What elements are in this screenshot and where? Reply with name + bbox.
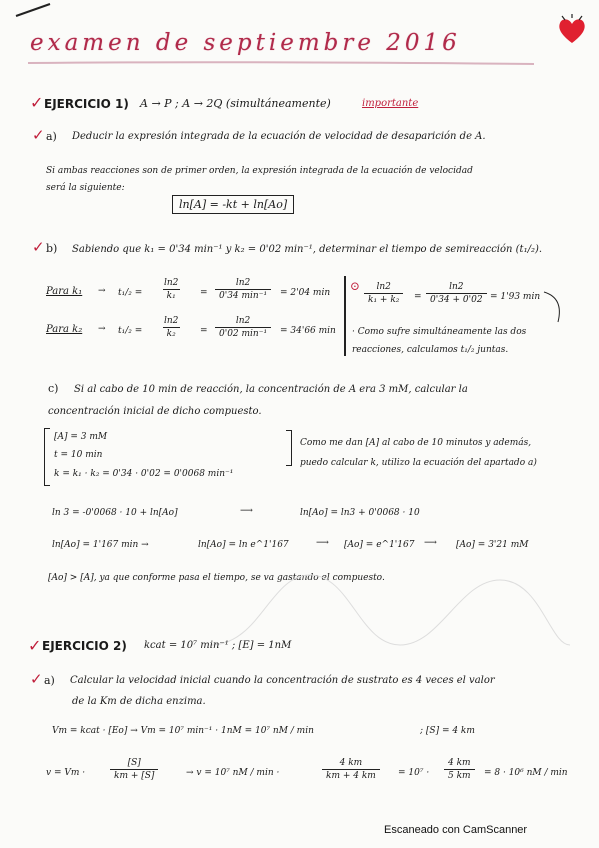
ex1-b-frac2 xyxy=(215,278,271,301)
check-icon: ✓ xyxy=(28,636,42,655)
ex1-b-frac3 xyxy=(160,316,182,339)
ex2-a-question: Calcular la velocidad inicial cuando la concentración de sustrato es 4 veces el valor xyxy=(70,675,495,686)
ex1-b-question: Sabiendo que k₁ = 0'34 min⁻¹ y k₂ = 0'02 min⁻¹, determinar el tiempo de semireacción (t₁/₂). xyxy=(72,244,543,255)
ex2-heading: EJERCICIO 2) xyxy=(42,639,127,653)
frac-num: ln2 xyxy=(235,278,251,288)
ex1-c-data1: [A] = 3 mM xyxy=(54,432,108,442)
heart-icon xyxy=(556,14,588,46)
bracket-right xyxy=(286,430,292,466)
ex1-b-frac4 xyxy=(215,316,271,339)
ex1-c-eq1a: ln 3 = -0'0068 · 10 + ln[Ao] xyxy=(52,508,178,518)
ex2-v-frac1 xyxy=(110,758,158,781)
ex1-c-data2: t = 10 min xyxy=(54,450,103,460)
check-icon: ✓ xyxy=(32,126,45,144)
frac-num: ln2 xyxy=(164,316,179,326)
page-title: examen de septiembre 2016 xyxy=(30,30,461,56)
frac-num: ln2 xyxy=(235,316,251,326)
ex2-a-question-2: de la Km de dicha enzima. xyxy=(72,696,206,707)
ex1-b-t12-1: t₁/₂ = xyxy=(118,288,143,298)
ex1-b-frac1 xyxy=(160,278,182,301)
ex1-c-question: Si al cabo de 10 min de reacción, la concentración de A era 3 mM, calcular la xyxy=(74,384,468,395)
ex1-b-result-k2: = 34'66 min xyxy=(280,326,336,336)
frac-num: 4 km xyxy=(339,758,363,768)
frac-den: 0'34 min⁻¹ xyxy=(215,289,271,301)
long-arrow-icon: ⟶ xyxy=(424,538,437,548)
ex1-c-eq2a: ln[Ao] = 1'167 min → xyxy=(52,540,149,550)
title-underline xyxy=(26,60,536,66)
bracket-left xyxy=(44,428,50,486)
frac-den: km + [S] xyxy=(110,769,158,781)
frac-den: 0'34 + 0'02 xyxy=(426,293,487,305)
equals: = xyxy=(200,288,208,298)
divider xyxy=(344,276,346,356)
ex1-c-label: c) xyxy=(48,382,59,395)
frac-num: ln2 xyxy=(376,282,391,292)
arrow-icon: → xyxy=(98,286,106,296)
ex2-v-mid2: = 10⁷ · xyxy=(398,768,430,778)
ex1-b-frac-sum1 xyxy=(364,282,403,305)
ex1-c-data3: k = k₁ · k₂ = 0'34 · 0'02 = 0'0068 min⁻¹ xyxy=(54,469,234,479)
ex2-v-frac3 xyxy=(444,758,475,781)
scanner-footer: Escaneado con CamScanner xyxy=(384,824,528,836)
ex2-given: kcat = 10⁷ min⁻¹ ; [E] = 1nM xyxy=(144,640,292,651)
frac-den: k₁ + k₂ xyxy=(364,293,403,305)
ex1-a-line1: Si ambas reacciones son de primer orden, la expresión integrada de la ecuación de velocidad xyxy=(46,166,473,176)
equals: = xyxy=(200,326,208,336)
ex2-vm-equation: Vm = kcat · [Eo] → Vm = 10⁷ min⁻¹ · 1nM = 10⁷ nM / min xyxy=(52,726,314,736)
frac-num: [S] xyxy=(127,758,141,768)
top-left-stroke xyxy=(14,2,54,18)
ex1-c-eq2b: ln[Ao] = ln e^1'167 xyxy=(198,540,289,550)
ex2-v-result: = 8 · 10⁶ nM / min xyxy=(484,768,568,778)
circled-1-icon: ⊙ xyxy=(350,279,361,293)
frac-den: k₁ xyxy=(163,289,180,301)
ex1-a-label: a) xyxy=(46,130,57,143)
ex1-c-question-2: concentración inicial de dicho compuesto. xyxy=(48,406,262,417)
ex1-c-expl1: Como me dan [A] al cabo de 10 minutos y además, xyxy=(300,438,532,448)
ex1-b-frac-sum2 xyxy=(426,282,487,305)
frac-den: km + 4 km xyxy=(322,769,380,781)
arrow-icon: → xyxy=(98,324,106,334)
ex1-a-line2: será la siguiente: xyxy=(46,183,125,193)
note-arrow-icon xyxy=(540,288,570,328)
ex1-b-t12-2: t₁/₂ = xyxy=(118,326,143,336)
ex1-b-note1: · Como sufre simultáneamente las dos xyxy=(352,327,527,337)
check-icon: ✓ xyxy=(32,238,45,256)
ex1-important: importante xyxy=(362,98,419,109)
ex2-v-frac2 xyxy=(322,758,380,781)
frac-den: k₂ xyxy=(163,327,180,339)
equals: = xyxy=(414,292,422,302)
ex1-b-label: b) xyxy=(46,242,58,255)
frac-num: ln2 xyxy=(449,282,464,292)
frac-num: 4 km xyxy=(448,758,471,768)
ex2-a-label: a) xyxy=(44,674,55,687)
check-icon: ✓ xyxy=(30,670,43,688)
frac-num: ln2 xyxy=(164,278,179,288)
check-icon: ✓ xyxy=(30,93,44,112)
ex1-b-para-k2: Para k₂ xyxy=(46,324,83,335)
ex1-reaction: A → P ; A → 2Q (simultáneamente) xyxy=(140,97,331,110)
ex2-s-equation: ; [S] = 4 km xyxy=(420,726,475,736)
ex1-b-para-k1: Para k₁ xyxy=(46,286,83,297)
ex1-c-eq1b: ln[Ao] = ln3 + 0'0068 · 10 xyxy=(300,508,420,518)
long-arrow-icon: ⟶ xyxy=(316,538,329,548)
ex2-v-mid: → v = 10⁷ nM / min · xyxy=(186,768,280,778)
ex1-a-question: Deducir la expresión integrada de la ecuación de velocidad de desaparición de A. xyxy=(72,131,486,142)
ex1-a-boxed-equation: ln[A] = -kt + ln[Ao] xyxy=(172,195,294,214)
frac-den: 5 km xyxy=(444,769,475,781)
ex1-b-result-k1: = 2'04 min xyxy=(280,288,331,298)
ex1-c-eq2d: [Ao] = 3'21 mM xyxy=(456,540,529,550)
ex2-v-lhs: v = Vm · xyxy=(46,768,86,778)
frac-den: 0'02 min⁻¹ xyxy=(215,327,271,339)
ex1-b-result-sum: = 1'93 min xyxy=(490,292,541,302)
ex1-b-note2: reacciones, calculamos t₁/₂ juntas. xyxy=(352,345,509,355)
ex1-c-eq2c: [Ao] = e^1'167 xyxy=(344,540,415,550)
bleed-through-curve xyxy=(200,570,580,650)
ex1-c-expl2: puedo calcular k, utilizo la ecuación del apartado a) xyxy=(300,458,537,468)
ex1-c-conclusion: [Ao] > [A], ya que conforme pasa el tiempo, se va gastando el compuesto. xyxy=(48,573,385,583)
long-arrow-icon: ⟶ xyxy=(240,506,253,516)
ex1-heading: EJERCICIO 1) xyxy=(44,97,129,111)
